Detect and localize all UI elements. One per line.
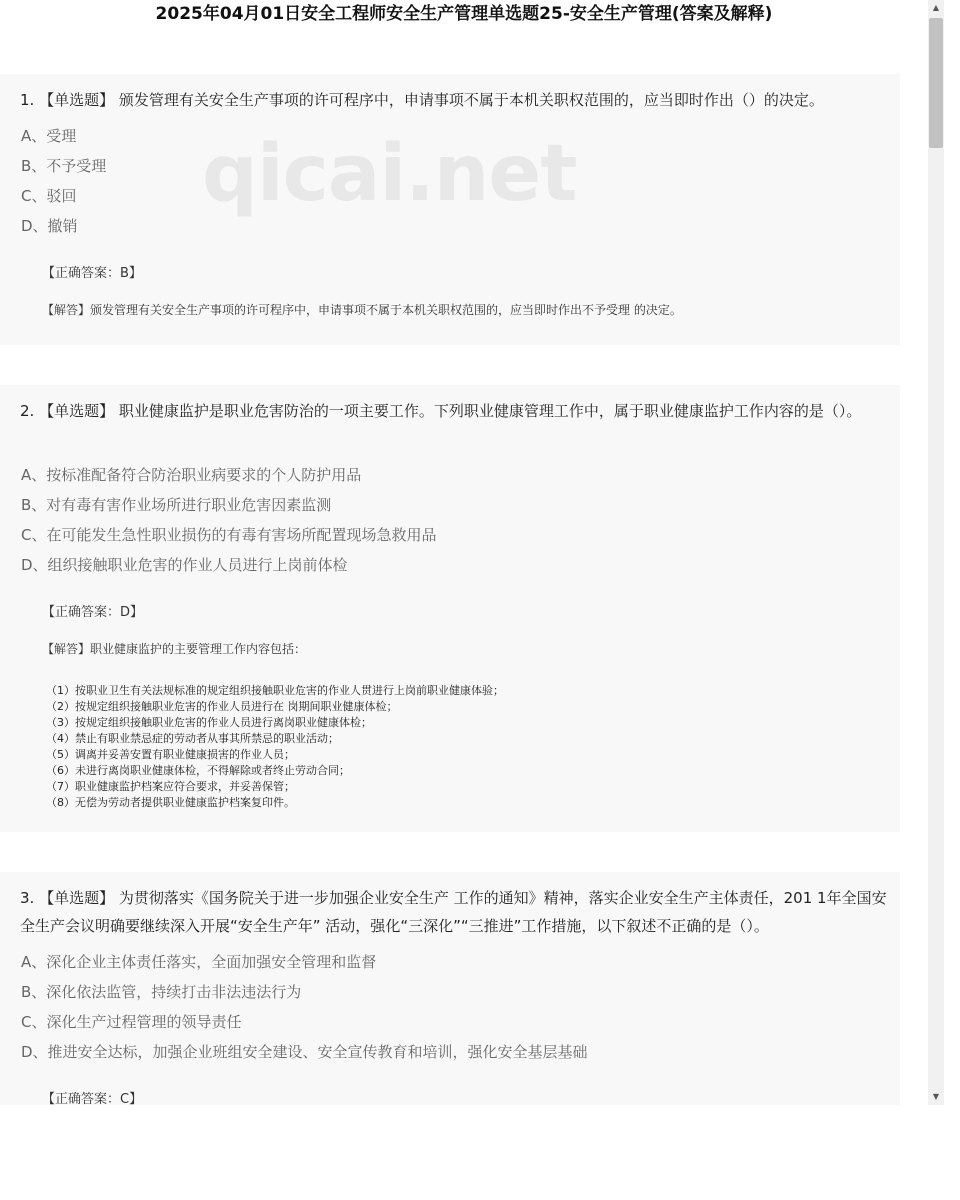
option-c[interactable]: C、深化生产过程管理的领导责任 [21, 1013, 242, 1031]
correct-answer: 【正确答案：C】 [42, 1092, 143, 1105]
option-a[interactable]: A、按标准配备符合防治职业病要求的个人防护用品 [21, 466, 362, 484]
correct-answer: 【正确答案：B】 [42, 266, 142, 281]
watermark: qicai.net [202, 129, 577, 219]
explanation-list-item: （7）职业健康监护档案应符合要求，并妥善保管； [46, 780, 295, 793]
option-d[interactable]: D、撤销 [21, 217, 78, 235]
explanation: 【解答】颁发管理有关安全生产事项的许可程序中，申请事项不属于本机关职权范围的，应当即时作出不予受理 的决定。 [42, 303, 682, 317]
explanation-list-item: （5）调离并妥善安置有职业健康损害的作业人员； [46, 748, 295, 761]
scroll-up-arrow-icon[interactable]: ▲ [932, 3, 940, 12]
option-b[interactable]: B、不予受理 [21, 157, 107, 175]
question-text: 2. 【单选题】 职业健康监护是职业危害防治的一项主要工作。下列职业健康管理工作中，属于职业健康监护工作内容的是（）。 [20, 402, 862, 420]
option-a[interactable]: A、受理 [21, 127, 77, 145]
option-d[interactable]: D、推进安全达标，加强企业班组安全建设、安全宣传教育和培训，强化安全基层基础 [21, 1043, 588, 1061]
explanation-list-item: （1）按职业卫生有关法规标准的规定组织接触职业危害的作业人贯进行上岗前职业健康体验； [46, 684, 504, 697]
option-c[interactable]: C、在可能发生急性职业损伤的有毒有害场所配置现场急救用品 [21, 526, 437, 544]
explanation-list-item: （4）禁止有职业禁忌症的劳动者从事其所禁忌的职业活动； [46, 732, 339, 745]
correct-answer: 【正确答案：D】 [42, 605, 144, 620]
blank-area [0, 1105, 960, 1200]
explanation-list-item: （3）按规定组织接触职业危害的作业人员进行离岗职业健康体检； [46, 716, 372, 729]
question-text: 3. 【单选题】 为贯彻落实《国务院关于进一步加强企业安全生产 工作的通知》精神，落实企业安全生产主体责任，201 1年全国安全生产会议明确要继续深入开展“安全生产年” 活动，强化“三深化”“三推进”工作措施，以下叙述不正确的是（）。 [20, 889, 887, 935]
explanation-list-item: （2）按规定组织接触职业危害的作业人员进行在 岗期间职业健康体检； [46, 700, 398, 713]
option-b[interactable]: B、对有毒有害作业场所进行职业危害因素监测 [21, 496, 332, 514]
option-c[interactable]: C、驳回 [21, 187, 77, 205]
explanation-list-item: （8）无偿为劳动者提供职业健康监护档案复印件。 [46, 796, 295, 809]
explanation-list-item: （6）未进行离岗职业健康体检，不得解除或者终止劳动合同； [46, 764, 350, 777]
option-d[interactable]: D、组织接触职业危害的作业人员进行上岗前体检 [21, 556, 348, 574]
scrollbar-thumb[interactable] [929, 18, 943, 148]
option-b[interactable]: B、深化依法监管，持续打击非法违法行为 [21, 983, 302, 1001]
vertical-scrollbar[interactable] [928, 0, 944, 1105]
question-card-2 [0, 385, 900, 832]
question-text: 1. 【单选题】 颁发管理有关安全生产事项的许可程序中，申请事项不属于本机关职权范围的，应当即时作出（）的决定。 [20, 91, 824, 109]
question-card-3 [0, 872, 900, 1105]
scroll-down-arrow-icon[interactable]: ▼ [932, 1092, 940, 1101]
explanation: 【解答】职业健康监护的主要管理工作内容包括： [42, 642, 307, 656]
option-a[interactable]: A、深化企业主体责任落实，全面加强安全管理和监督 [21, 953, 377, 971]
page-title: 2025年04月01日安全工程师安全生产管理单选题25-安全生产管理(答案及解释) [155, 4, 773, 24]
